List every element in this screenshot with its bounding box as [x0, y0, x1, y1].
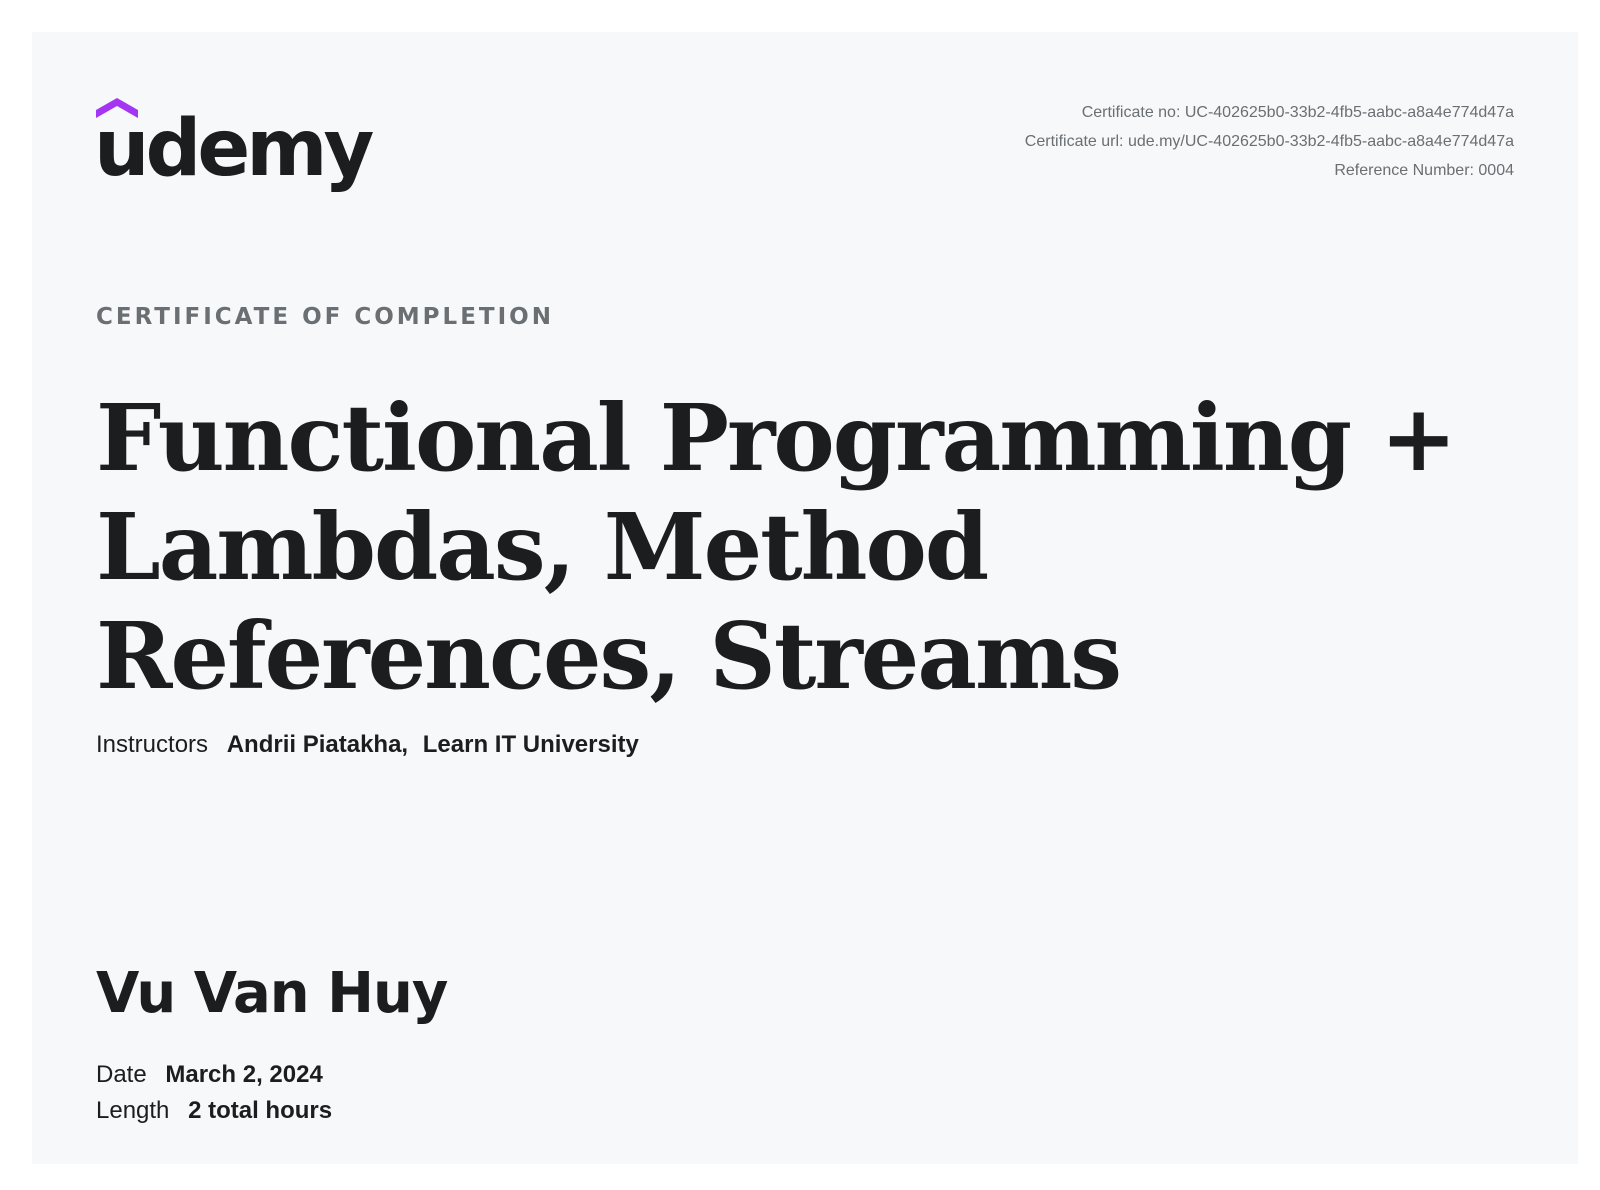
length-value: 2 total hours — [188, 1097, 333, 1124]
certificate-meta — [1025, 98, 1514, 185]
certificate-heading: CERTIFICATE OF COMPLETION — [96, 304, 554, 330]
reference-number: Reference Number: 0004 — [1334, 162, 1514, 179]
udemy-wordmark: udemy — [94, 104, 371, 194]
udemy-logo — [94, 96, 371, 198]
date-label: Date — [96, 1061, 147, 1088]
instructor-name: Andrii Piatakha, — [226, 731, 409, 758]
recipient-name: Vu Van Huy — [96, 961, 448, 1026]
instructors-row — [96, 730, 639, 760]
date-row — [96, 1060, 323, 1090]
instructor-name: Learn IT University — [422, 731, 639, 758]
date-value: March 2, 2024 — [165, 1061, 323, 1088]
certificate-url: Certificate url: ude.my/UC-402625b0-33b2-4fb5-aabc-a8a4e774d47a — [1024, 133, 1514, 150]
course-title: Functional Programming + Lambdas, Method References, Streams — [96, 384, 1456, 710]
length-label: Length — [96, 1097, 170, 1124]
certificate-number: Certificate no: UC-402625b0-33b2-4fb5-aabc-a8a4e774d47a — [1081, 104, 1514, 121]
certificate-card — [32, 32, 1578, 1164]
instructors-label: Instructors — [96, 731, 209, 758]
length-row — [96, 1096, 332, 1126]
